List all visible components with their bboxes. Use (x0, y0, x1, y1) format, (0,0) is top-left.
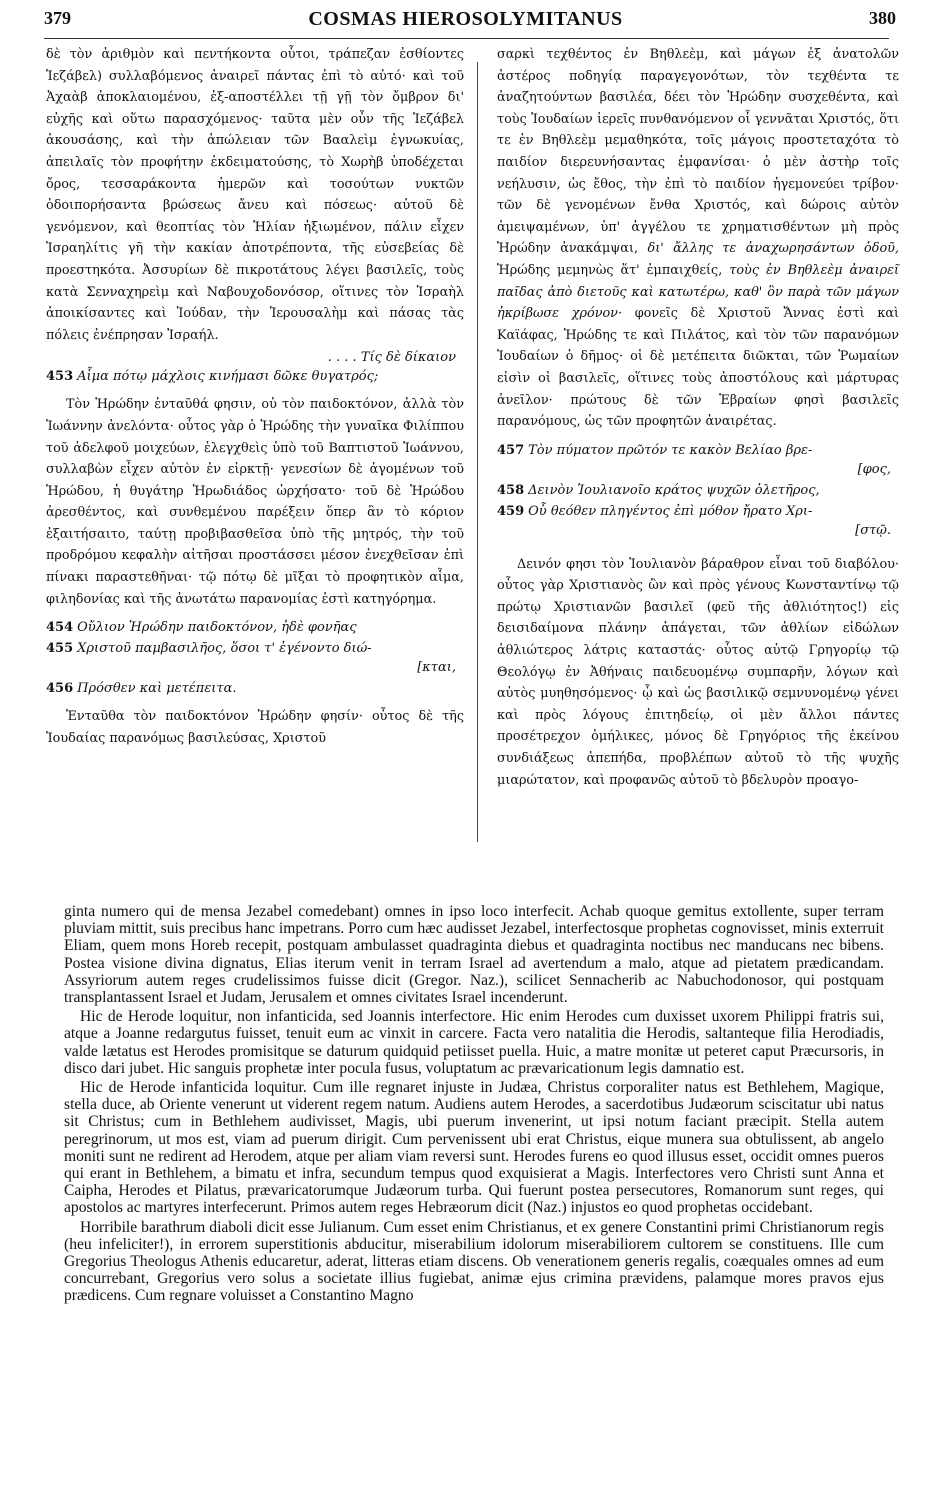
lemma-number: 453 (46, 369, 74, 385)
greek-paragraph: Δεινόν φησι τὸν Ἰουλιανὸν βάραθρον εἶναι τοῦ διαβόλου· οὗτος γὰρ Χριστιανὸς ὢν καὶ πρὸς γένους Κωνσταντίνῳ τῷ πρώτῳ Χριστιανῶν βασιλεῖ (φεῦ τῆς ἀθλιότητος!) εἰς δεισιδαίμονα πλάνην ἀπάγεται, τῶν ἀθλίων εἰδώλων ἀθλιώτερος λάτρις καταστάς· οὗτος αὐτῷ Γρηγορίῳ τῷ Θεολόγῳ ἐν Ἀθήναις παιδευομένῳ συμπαρῆν, λόγων καὶ αὐτὸς μυηθησόμενος· ᾧ καὶ ὡς βασιλικῷ σεμνυνομένῳ γένει καὶ πρὸς λόγους ἐπιτηδείῳ, οἱ μὲν ἄλλοι πάντες προσέτρεχον ὁμήλικες, μόνος δὲ Γρηγόριος τῆς ἐκείνου συνδιάξεως ἀπεπήδα, προβλέπων αὐτοῦ τὸ τῆς ψυχῆς μιαρώτατον, καὶ προφανῶς αὐτοῦ τὸ βδελυρὸν προαγο- (497, 556, 899, 788)
lemma-text: Πρόσθεν καὶ μετέπειτα. (77, 681, 237, 697)
lemma-457 (497, 441, 899, 479)
latin-paragraph: ginta numero qui de mensa Jezabel comedebant) omnes in ipso loco interfecit. Achab quoque gemitus extollente, super terram pluviam mittit, suis precibus hanc impetrans. Porro cum hæc audisset Jezabel, interfectosque prophetas cognovisset, minis exterruit Eliam, quem mons Horeb recepit, postquam ambulasset quadraginta diebus et quadraginta noctibus nec manducans nec bibens. Postea visione divina dignatus, Elias iterum venit in terram Israel ad avertendum a malo, atque ad pietatem prædicandam. Assyriorum autem reges crudelissimos fuisse dicit (Gregor. Naz.), scilicet Sennacherib ac Nabuchodonosor, qui postquam transplantassent Israel et Judam, Jerusalem et omnes civitates Israel incenderunt. (64, 903, 884, 1007)
header-rule (44, 38, 889, 39)
greek-paragraph: Τὸν Ἡρώδην ἐνταῦθά φησιν, οὐ τὸν παιδοκτόνον, ἀλλὰ τὸν Ἰωάννην ἀνελόντα· οὗτος γὰρ ὁ Ἡρώδης τὴν γυναῖκα Φιλίππου τοῦ ἀδελφοῦ μοιχεύων, ἐλεγχθεὶς ὑπὸ τοῦ Βαπτιστοῦ Ἰωάννου, συλλαβὼν εἶχεν αὐτὸν ἐν εἱρκτῇ· γενεσίων δὲ ἀγομένων τοῦ Ἡρώδου, ἡ θυγάτηρ Ἡρωδιάδος ὠρχήσατο· τοῦ δὲ Ἡρώδου ἀρεσθέντος, καὶ συνθεμένου παρέξειν ὅπερ ἂν τὸ κόριον ἐξαιτήσαιτο, ταύτῃ προβιβασθεῖσα ὑπὸ τῆς μητρός, τὴν τοῦ προδρόμου κεφαλὴν αἰτῆσαι προστάσσει μέσον ἐνεχθεῖσαν ἐπὶ πίνακι παραστεθῆναι· τῷ πότῳ δὲ μῖξαι τὸ προφητικὸν αἷμα, φιληδονίας καὶ τῆς ἀνωτάτω παρανομίας ἐστὶ κατηγόρημα. (46, 397, 464, 607)
page-header (0, 8, 931, 48)
latin-paragraph: Horribile barathrum diaboli dicit esse Julianum. Cum esset enim Christianus, et ex genere Constantini primi Christianorum regis (heu infeliciter!), in errorem superstitionis abducitur, miserabilium idolorum miserabiliorem cultorem se constituens. Ille cum Gregorius Theologus Athenis educaretur, aderat, litteras etiam discens. Ob venerationem generis regalis, coæquales omnes ad eum concurrebant, Gregorius vero solus a societate illius fugiebat, animæ ejus crimina prævidens, palamque mores pravos ejus prædicens. Cum regnare voluisset a Constantino Magno (64, 1218, 884, 1305)
lemma-number: 458 (497, 482, 525, 498)
lemma-text: Οὗ θεόθεν πληγέντος ἐπὶ μόθον ἤρατο Χρι- (528, 503, 813, 519)
lemma-continuation: [κται, (417, 660, 456, 676)
greek-column-right (497, 44, 899, 791)
lemma-number: 456 (46, 681, 74, 697)
greek-text: σαρκὶ τεχθέντος ἐν Βηθλεὲμ, καὶ μάγων ἐξ ἀνατολῶν ἀστέρος ποδηγίᾳ παραγεγονότων, τὸν τεχθέντα τε ἀναζητούντων βασιλέα, δέει τὸν Ἡρώδην συσχεθέντα, καὶ τοὺς Ἰουδαίων ἱερεῖς πυνθανόμενον οἷ γεννᾶται Χριστός, ὅτι τε ἐν Βηθλεὲμ μεμαθηκότα, τοῖς μάγοις προστεταχότα τὸ παιδίον διερευνήσαντας ἐμφανίσαι· ὁ μὲν ἀστὴρ τοῖς νεήλυσιν, ὡς ἔθος, τὴν ἐπὶ τὸ παιδίον ἡγεμονεύει τρίβον· τῶν δὲ γενομένων ἔνθα Χριστός, καὶ δώροις αὐτὸν ἀμειψαμένων, ὑπ' ἀγγέλου τε χρηματισθέντων μὴ πρὸς Ἡρώδην ἀνακάμψαι, (497, 47, 899, 257)
greek-column-left (46, 44, 464, 749)
lemma-number: 457 (497, 442, 525, 458)
greek-text: Ἡρώδης μεμηνὼς ἅτ' ἐμπαιχθείς, (497, 262, 723, 278)
greek-italic: δι' ἄλλης τε ἀναχωρησάντων ὁδοῦ, (647, 241, 899, 257)
page-number-left: 379 (44, 8, 71, 28)
lemma-number: 459 (497, 503, 525, 519)
greek-paragraph: Ἐνταῦθα τὸν παιδοκτόνον Ἡρώδην φησίν· οὗτος δὲ τῆς Ἰουδαίας παρανόμως βασιλεύσας, Χριστοῦ (46, 709, 464, 746)
lemma-text: Δεινὸν Ἰουλιανοῖο κράτος ψυχῶν ὀλετῆρος, (528, 482, 820, 498)
lemma-text: Τὸν πύματον πρῶτόν τε κακὸν Βελίαο βρε- (528, 442, 813, 458)
lemma-456 (46, 679, 464, 698)
page-number-right: 380 (869, 8, 896, 28)
lemma-458 (497, 481, 899, 500)
greek-italic: τοὺς ἐν Βηθλεὲμ ἀναιρεῖ παῖδας ἀπὸ διετοῦς καὶ κατωτέρω, καθ' ὃν παρὰ τῶν μάγων ἠκρίβωσε χρόνον· (497, 262, 899, 322)
lemma-pre: . . . . Τίς δὲ δίκαιον (327, 350, 456, 366)
latin-translation (64, 903, 884, 1307)
lemma-454 (46, 618, 464, 637)
lemma-453 (46, 348, 464, 386)
running-head: COSMAS HIEROSOLYMITANUS (308, 8, 623, 30)
lemma-text: Αἷμα πότῳ μάχλοις κινήμασι δῶκε θυγατρός; (77, 369, 379, 385)
lemma-number: 454 (46, 620, 74, 636)
greek-paragraph (497, 44, 899, 433)
lemma-continuation: [στῷ. (855, 522, 891, 538)
column-divider (477, 62, 478, 842)
greek-text: φονεῖς δὲ Χριστοῦ Ἄννας ἐστὶ καὶ Καϊάφας, Ἡρώδης τε καὶ Πιλάτος, καὶ τὸν τῶν παρανόμων Ἰουδαίων ὁ δῆμος· οἱ δὲ μετέπειτα διῶκται, τῶν Ῥωμαίων εἰσὶν οἱ βασιλεῖς, οἵτινες τοὺς ἀποστόλους καὶ μάρτυρας ἀνεῖλον· πρώτους δὲ τῶν Ἑβραίων φησὶ βασιλεῖς παρανόμους, ὡς τῶν προφητῶν ἀναιρέτας. (497, 306, 899, 430)
lemma-459 (497, 502, 899, 540)
latin-paragraph: Hic de Herode infanticida loquitur. Cum ille regnaret injuste in Judæa, Christus corporaliter natus est Bethlehem, Magique, stella duce, ab Oriente venerunt ut viderent regem natum. Audiens autem Herodes, a sacerdotibus Judæorum sciscitatur ubi natus sit Christus; cum in Bethlehem audivisset, Magis, ubi puerum invenerint, ut ipsi notum faciant præcipit. Stella autem peregrinorum, ut mos est, viam ad puerum dirigit. Cum pervenissent ubi erat Christus, eique munera sua obtulissent, ab angelo moniti sunt ne redirent ad Herodem, atque per aliam viam reversi sunt. Herodes furens eo quod illusus esset, occidit omnes pueros qui erant in Bethlehem, a bimatu et infra, secundum tempus quod exquisierat a Magis. Interfectores vero Christi sunt Anna et Caipha, Herodes et Pilatus, prævaricatorumque Judæorum turba. Qui fuerunt postea persecutores, Romanorum sunt reges, qui apostolos ac martyres interfecerunt. Primos autem reges Hebræorum dicit (Naz.) injustos eo quod prophetas occidebant. (64, 1079, 884, 1217)
lemma-continuation: [φος, (857, 461, 891, 477)
greek-paragraph: δὲ τὸν ἀριθμὸν καὶ πεντήκοντα οὗτοι, τράπεζαν ἐσθίοντες Ἰεζάβελ) συλλαβόμενος ἀναιρεῖ πάντας ἐπὶ τὸ αὐτό· καὶ τοῦ Ἀχαὰβ ἀποκλαιομένου, ἐξ-αποστέλλει τῇ γῇ τὸν ὄμβρον δι' εὐχῆς καὶ οὕτω παρασχόμενος· ταῦτα μὲν οὖν τῆς Ἰεζάβελ ἀκουσάσης, καὶ τὴν ἀπώλειαν τῶν Βααλεὶμ ἐγνωκυίας, ἀπειλαῖς τὸν προφήτην ἐκδειματούσης, τὸ Χωρὴβ ὑποδέχεται ὄρος, τεσσαράκοντα ἡμερῶν καὶ τοσούτων νυκτῶν ὁδοιπορήσαντα βρώσεως ἄνευ καὶ πόσεως· αὐτοῦ δὲ γενόμενον, καὶ θεοπτίας τὸν Ἠλίαν ἠξιωμένον, πάλιν εἶχεν Ἰσραηλίτις γῆ τὴν κακίαν ἀποτρέποντα, τῆς εὐσεβείας δὲ προεστηκότα. Ἀσσυρίων δὲ πικροτάτους λέγει βασιλεῖς, τοὺς κατὰ Σενναχηρεὶμ καὶ Ναβουχοδονόσορ, οἵτινες τὸν Ἰσραὴλ ἀποικίσαντες καὶ Ἰούδαν, τὴν Ἱερουσαλὴμ καὶ πάσας τὰς πόλεις ἐνέπρησαν Ἰσραήλ. (46, 47, 464, 343)
lemma-number: 455 (46, 641, 74, 657)
lemma-455 (46, 639, 464, 677)
lemma-text: Χριστοῦ παμβασιλῆος, ὅσοι τ' ἐγένοντο διώ- (77, 641, 372, 657)
latin-paragraph: Hic de Herode loquitur, non infanticida, sed Joannis interfectore. Hic enim Herodes cum duxisset uxorem Philippi fratris sui, atque a Joanne redargutus fuisset, tenuit eum ac vinxit in carcere. Facta vero natalitia die Herodis, saltanteque filia Herodiadis, valde lætatus est Herodes promisitque se daturum quidquid petiisset puella. Huic, a matre monitæ ut peteret caput Præcursoris, in disco dari jubet. Hic sanguis prophetæ inter pocula fusus, voluptatum ac prævaricationum legis damnatio est. (64, 1008, 884, 1077)
lemma-text: Οὔλιον Ἡρώδην παιδοκτόνον, ἠδὲ φονῆας (77, 620, 357, 636)
